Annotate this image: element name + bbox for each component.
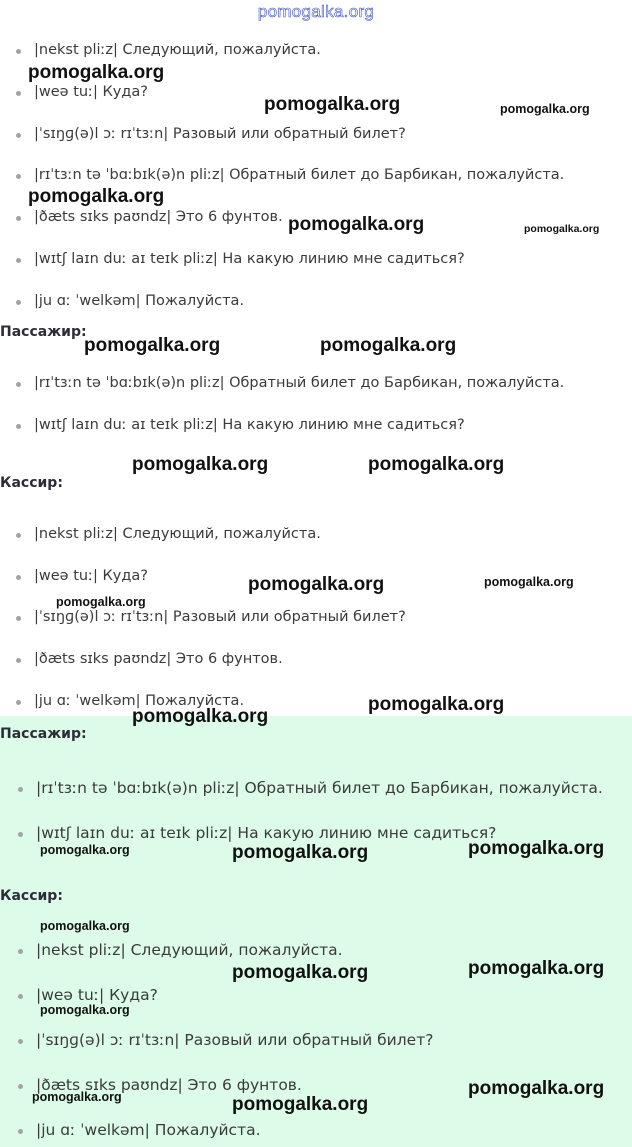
watermark: pomogalka.org	[232, 1094, 369, 1115]
bullet-icon	[16, 122, 22, 146]
watermark: pomogalka.org	[368, 454, 505, 475]
watermark: pomogalka.org	[132, 454, 269, 475]
bullet-icon	[16, 205, 22, 229]
watermark: pomogalka.org	[40, 1003, 130, 1017]
bullet-icon	[18, 821, 24, 845]
bullet-icon	[16, 371, 22, 395]
watermark: pomogalka.org	[484, 575, 574, 589]
watermark: pomogalka.org	[28, 62, 165, 83]
watermark: pomogalka.org	[40, 919, 130, 933]
watermark: pomogalka.org	[28, 186, 165, 207]
watermark: pomogalka.org	[468, 1078, 605, 1099]
watermark: pomogalka.org	[56, 595, 146, 609]
cashier-heading: Кассир:	[0, 888, 63, 904]
bullet-icon	[18, 938, 24, 962]
watermark: pomogalka.org	[524, 223, 600, 235]
bullet-icon	[16, 689, 22, 713]
cashier-heading: Кассир:	[0, 475, 63, 491]
bullet-icon	[18, 776, 24, 800]
watermark: pomogalka.org	[84, 335, 221, 356]
watermark: pomogalka.org	[232, 842, 369, 863]
watermark: pomogalka.org	[248, 574, 385, 595]
bullet-icon	[16, 413, 22, 437]
bullet-icon	[16, 38, 22, 62]
watermark: pomogalka.org	[368, 694, 505, 715]
bullet-icon	[16, 564, 22, 588]
bullet-icon	[18, 1028, 24, 1052]
bullet-icon	[16, 247, 22, 271]
watermark: pomogalka.org	[264, 94, 401, 115]
watermark: pomogalka.org	[32, 1090, 122, 1104]
watermark: pomogalka.org	[132, 706, 269, 727]
bullet-icon	[16, 80, 22, 104]
bullet-icon	[16, 522, 22, 546]
passenger-heading: Пассажир:	[0, 726, 87, 742]
bullet-icon	[18, 983, 24, 1007]
watermark: pomogalka.org	[288, 214, 425, 235]
bullet-icon	[16, 289, 22, 313]
watermark: pomogalka.org	[468, 958, 605, 979]
bullet-icon	[16, 163, 22, 187]
watermark: pomogalka.org	[320, 335, 457, 356]
watermark: pomogalka.org	[40, 843, 130, 857]
bullet-icon	[16, 647, 22, 671]
bullet-icon	[16, 605, 22, 629]
watermark: pomogalka.org	[468, 838, 605, 859]
watermark: pomogalka.org	[500, 102, 590, 116]
bullet-icon	[18, 1073, 24, 1097]
passenger-heading: Пассажир:	[0, 324, 87, 340]
site-header: pomogalka.org	[257, 2, 375, 21]
watermark: pomogalka.org	[232, 962, 369, 983]
bullet-icon	[18, 1118, 24, 1142]
